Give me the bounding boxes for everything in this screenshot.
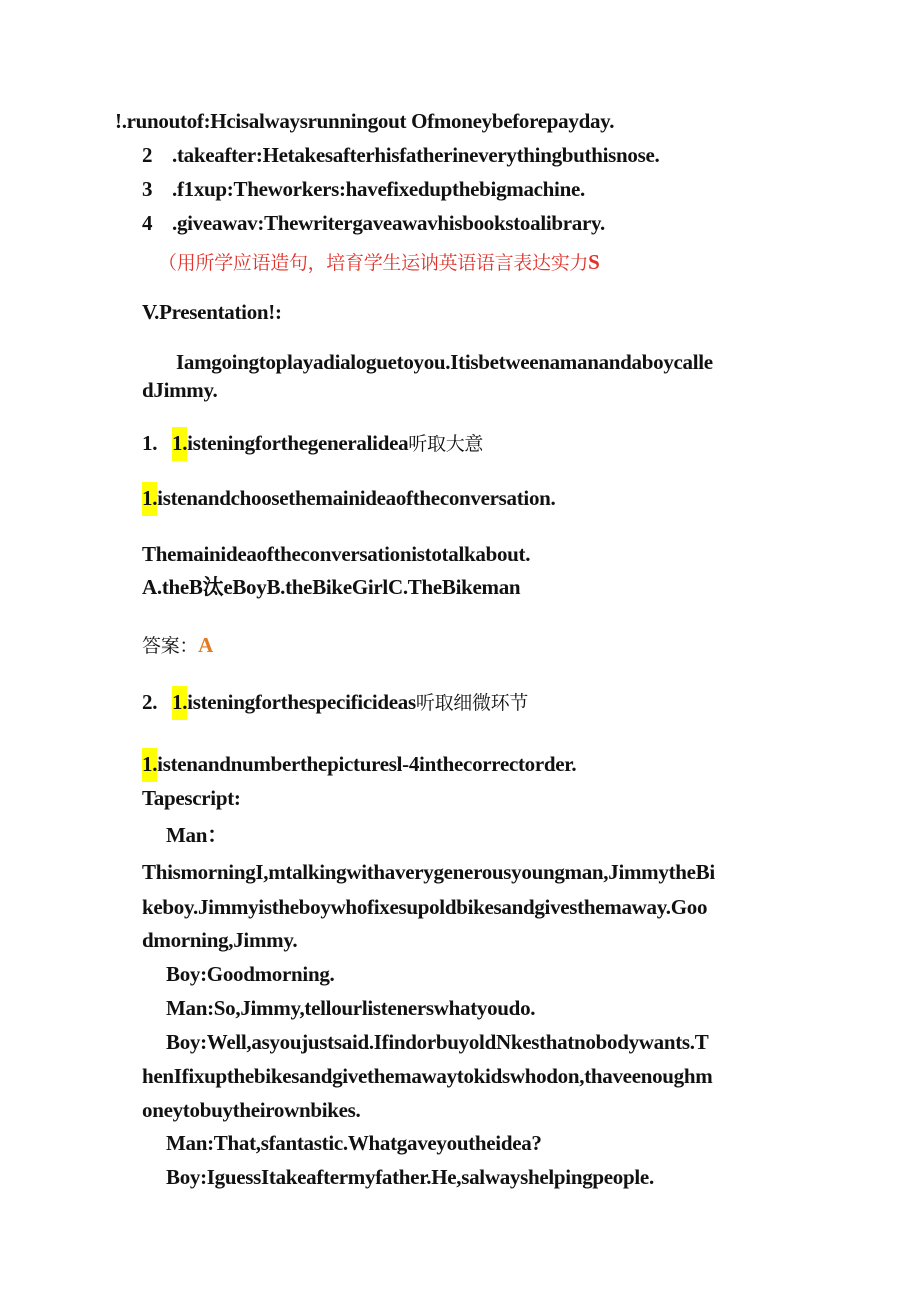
instruction-text: istenandchoosethemainideaoftheconversation. [157, 486, 556, 510]
answer-label: 答案： [142, 635, 199, 657]
phrase-item [142, 141, 659, 169]
tapescript-label: Tapescript: [142, 786, 241, 810]
phrase-text: .takeafter:Hetakesafterhisfatherineverythingbuthisnose. [172, 143, 660, 167]
phrase-item [142, 209, 605, 237]
answer-value: A [198, 633, 213, 657]
question-options: A.theB汰eBoyB.theBikeGirlC.TheBikeman [142, 575, 521, 599]
phrase-item [115, 107, 614, 135]
instruction-text: istenandnumberthepicturesl-4inthecorrectorder. [157, 752, 577, 776]
answer-line [142, 631, 213, 660]
highlighted-text: 1. [172, 686, 187, 720]
tapescript-line: henIfixupthebikesandgivethemawaytokidswhodon,thaveenoughm [142, 1064, 713, 1088]
section-title-cn: 听取大意 [408, 433, 484, 455]
section-heading: V.Presentation!: [142, 300, 282, 324]
highlighted-text: 1. [172, 427, 187, 461]
section-title-text: isteningforthespecificideas [187, 690, 416, 714]
teaching-note-tail: S [588, 250, 600, 274]
tapescript-line: Boy:IguessItakeaftermyfather.He,salwayshelpingpeople. [166, 1165, 654, 1189]
teaching-note-text: （用所学应语造句，培育学生运讷英语语言表达实力 [158, 252, 589, 274]
tapescript-line: ThismorningI,mtalkingwithaverygenerousyoungman,JimmytheBi [142, 860, 715, 884]
phrase-item [142, 175, 585, 203]
tapescript-line: Boy:Goodmorning. [166, 962, 335, 986]
phrase-number: 3 [142, 177, 153, 201]
intro-line: Iamgoingtoplayadialoguetoyou.Itisbetweenamanandaboycalle [176, 350, 713, 374]
tapescript-line: dmorning,Jimmy. [142, 928, 298, 952]
tapescript-line: Man:That,sfantastic.Whatgaveyoutheidea? [166, 1131, 542, 1155]
section-number: 2. [142, 690, 158, 714]
tapescript-line: Man： [166, 823, 228, 847]
listening-section-title [142, 688, 528, 717]
section-number: 1. [142, 431, 158, 455]
question-stem: Themainideaoftheconversationistotalkabout. [142, 542, 531, 566]
tapescript-line: Boy:Well,asyoujustsaid.IfindorbuyoldNkesthatnobodywants.T [166, 1030, 709, 1054]
phrase-number: 2 [142, 143, 153, 167]
highlighted-text: 1. [142, 748, 157, 782]
tapescript-line: Man:So,Jimmy,tellourlistenerswhatyoudo. [166, 996, 536, 1020]
teaching-note [158, 248, 600, 277]
phrase-text: .f1xup:Theworkers:havefixedupthebigmachine. [172, 177, 585, 201]
section-title-text: isteningforthegeneralidea [187, 431, 409, 455]
phrase-number: ! [115, 109, 122, 133]
instruction-line [142, 484, 556, 512]
highlighted-text: 1. [142, 482, 157, 516]
phrase-text: .runoutof:Hcisalwaysrunningout Ofmoneybeforepayday. [121, 109, 615, 133]
instruction-line [142, 750, 576, 778]
phrase-text: .giveawav:Thewritergaveawavhisbookstoalibrary. [172, 211, 606, 235]
phrase-number: 4 [142, 211, 153, 235]
listening-section-title [142, 429, 483, 458]
tapescript-line: keboy.Jimmyistheboywhofixesupoldbikesandgivesthemaway.Goo [142, 895, 708, 919]
intro-line: dJimmy. [142, 378, 218, 402]
tapescript-line: oneytobuytheirownbikes. [142, 1098, 361, 1122]
section-title-cn: 听取细微环节 [415, 692, 529, 714]
